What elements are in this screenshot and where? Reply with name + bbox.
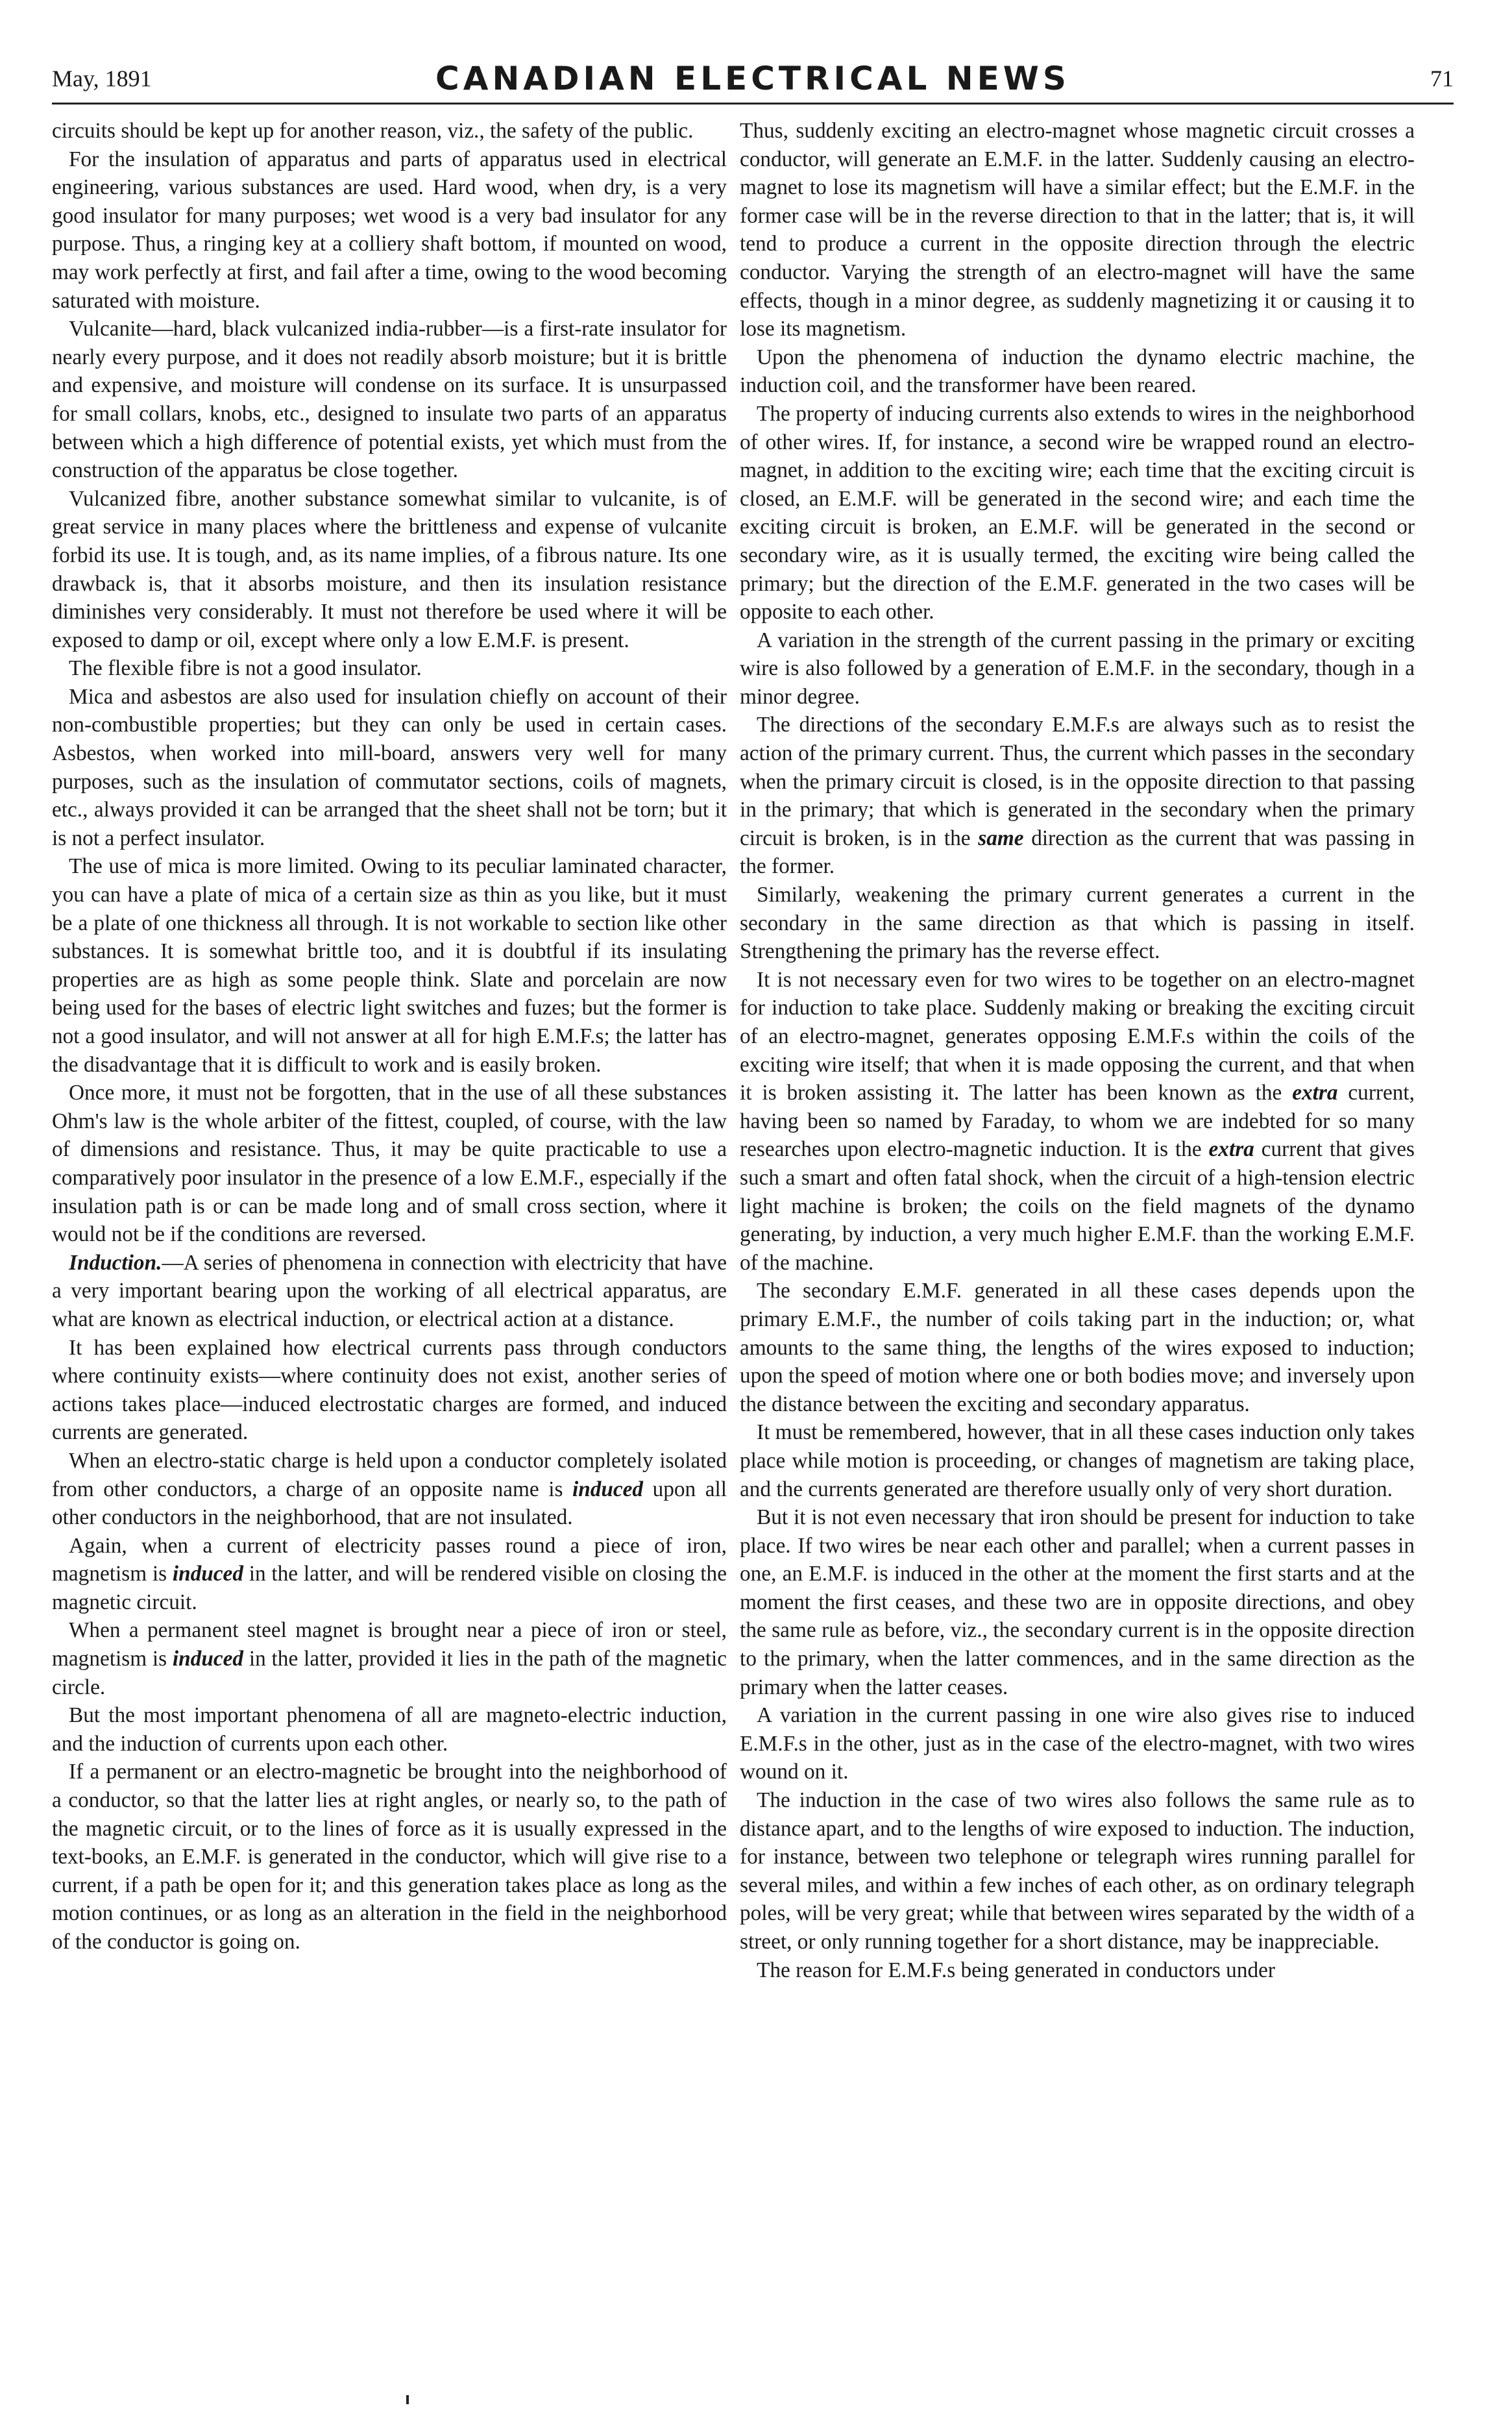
paragraph: Vulcanite—hard, black vulcanized india-rubber—is a first-rate insulator for nearly every purpose, and it does not readily absorb moisture; but it is brittle and expensive, and moisture will condense on its surface. It is unsurpassed for small collars, knobs, etc., designed to insulate two parts of an apparatus between which a high difference of potential exists, yet which must from the construction of the apparatus be close together.: [52, 317, 727, 483]
paragraph: The property of inducing currents also extends to wires in the neighborhood of other wires. If, for instance, a second wire be wrapped round an electro-magnet, in addition to the exciting wire; each time that the exciting circuit is closed, an E.M.F. will be generated in the second wire; and each time the exciting circuit is broken, an E.M.F. will be generated in the second or secondary wire, as it is usually termed, the exciting wire being called the primary; but the direction of the E.M.F. generated in the two cases will be opposite to each other.: [740, 401, 1415, 624]
paragraph-text: —A series of phenomena in connection with electricity that have a very important bearing upon the working of all electrical apparatus, are what are known as electrical induction, or electrical action at a distance.: [52, 1250, 727, 1331]
paragraph: It must be remembered, however, that in all these cases induction only takes place while motion is proceeding, or changes of magnetism are taking place, and the currents generated are therefore usually only of very short duration.: [740, 1420, 1415, 1501]
paragraph: [52, 1447, 727, 1532]
emphasis: extra: [1292, 1081, 1338, 1105]
paragraph: circuits should be kept up for another reason, viz., the safety of the public.: [52, 119, 694, 143]
paragraph-text: The directions of the secondary E.M.F.s are always such as to resist the action of the primary current. Thus, the current which passes in the secondary when the primary circuit is closed, is in the opposite direction to that passing in the primary; that which is generated in the secondary when the primary circuit is broken, is in the: [740, 713, 1415, 850]
paragraph: A variation in the strength of the current passing in the primary or exciting wire is also followed by a generation of E.M.F. in the secondary, though in a minor degree.: [740, 628, 1415, 709]
paragraph: The secondary E.M.F. generated in all these cases depends upon the primary E.M.F., the number of coils taking part in the induction; or, what amounts to the same thing, the lengths of the wires exposed to induction; upon the speed of motion where one or both bodies move; and inversely upon the distance between the exciting and secondary apparatus.: [740, 1279, 1415, 1416]
section-heading-induction: Induction.: [69, 1250, 162, 1275]
issue-date: May, 1891: [52, 66, 152, 92]
emphasis: induced: [572, 1477, 644, 1501]
paragraph-text: When an electro-static charge is held upon a conductor completely isolated from other conductors, a charge of an opposite name is: [52, 1448, 727, 1501]
paragraph: The induction in the case of two wires also follows the same rule as to distance apart, and to the lengths of wire exposed to induction. The induction, for instance, between two telephone or telegraph wires running parallel for several miles, and within a few inches of each other, as on ordinary telegraph poles, will be very great; while that between wires separated by the width of a street, or only running together for a short distance, may be inappreciable.: [740, 1788, 1415, 1954]
right-column: [740, 117, 1415, 1984]
paragraph: For the insulation of apparatus and parts of apparatus used in electrical engineering, various substances are used. Hard wood, when dry, is a very good insulator for many purposes; wet wood is a very bad insulator for any purpose. Thus, a ringing key at a colliery shaft bottom, if mounted on wood, may work perfectly at first, and fail after a time, owing to the wood becoming saturated with moisture.: [52, 147, 727, 313]
paragraph: Vulcanized fibre, another substance somewhat similar to vulcanite, is of great service in many places where the brittleness and expense of vulcanite forbid its use. It is tough, and, as its name implies, of a fibrous nature. Its one drawback is, that it absorbs moisture, and then its insulation resistance diminishes very considerably. It must not therefore be used where it will be exposed to damp or oil, except where only a low E.M.F. is present.: [52, 486, 727, 652]
paragraph: A variation in the current passing in one wire also gives rise to induced E.M.F.s in the other, just as in the case of the electro-magnet, with two wires wound on it.: [740, 1703, 1415, 1784]
paragraph: [740, 966, 1415, 1277]
header-rule: [52, 103, 1454, 105]
emphasis: induced: [172, 1562, 243, 1586]
paragraph: The flexible fibre is not a good insulator.: [69, 656, 422, 681]
paragraph: Mica and asbestos are also used for insulation chiefly on account of their non-combustible properties; but they can only be used in certain cases. Asbestos, when worked into mill-board, answers very well for many purposes, such as the insulation of commutator sections, coils of magnets, etc., always provided it can be arranged that the sheet shall not be torn; but it is not a perfect insulator.: [52, 684, 727, 850]
emphasis: same: [978, 826, 1024, 850]
page-number: 71: [1430, 66, 1454, 92]
paragraph: Thus, suddenly exciting an electro-magnet whose magnetic circuit crosses a conductor, will generate an E.M.F. in the latter. Suddenly causing an electro-magnet to lose its magnetism will have a similar effect; but the E.M.F. in the former case will be in the reverse direction to that in the latter; that is, it will tend to produce a current in the opposite direction through the electric conductor. Varying the strength of an electro-magnet will have the same effects, though in a minor degree, as suddenly magnetizing it or causing it to lose its magnetism.: [740, 119, 1415, 341]
paragraph-text: current that gives such a smart and often fatal shock, when the circuit of a high-tension electric light machine is broken; the coils on the field magnets of the dynamo generating, by induction, a very much higher E.M.F. than the working E.M.F. of the machine.: [740, 1137, 1415, 1275]
paragraph: [52, 1616, 727, 1701]
emphasis: extra: [1208, 1137, 1254, 1162]
page-header: [52, 60, 1454, 104]
paragraph: If a permanent or an electro-magnetic be brought into the neighborhood of a conductor, so that the latter lies at right angles, or nearly so, to the path of the magnetic circuit, or to the lines of force as it is usually expressed in the text-books, an E.M.F. is generated in the conductor, which will give rise to a current, if a path be open for it; and this generation takes place as long as the motion continues, or as long as an alteration in the field in the neighborhood of the conductor is going on.: [52, 1760, 727, 1954]
left-column: [52, 117, 727, 1956]
paragraph: Upon the phenomena of induction the dynamo electric machine, the induction coil, and the transformer have been reared.: [740, 345, 1415, 398]
paragraph-text: When a permanent steel magnet is brought near a piece of iron or steel, magnetism is: [52, 1618, 727, 1671]
paragraph-text: Again, when a current of electricity passes round a piece of iron, magnetism is: [52, 1533, 727, 1586]
paragraph-text: in the latter, and will be rendered visible on closing the magnetic circuit.: [52, 1562, 727, 1614]
paragraph: It has been explained how electrical currents pass through conductors where continuity exists—where continuity does not exist, another series of actions takes place—induced electrostatic charges are formed, and induced currents are generated.: [52, 1335, 727, 1445]
paragraph-text: It is not necessary even for two wires to be together on an electro-magnet for induction to take place. Suddenly making or breaking the exciting circuit of an electro-magnet, generates opposing E.M.F.s within the coils of the exciting wire itself; that when it is made opposing the current, and that when it is broken assisting it. The latter has been known as the: [740, 967, 1415, 1105]
paragraph: [740, 711, 1415, 881]
paragraph-text: in the latter, provided it lies in the path of the magnetic circle.: [52, 1647, 727, 1699]
paragraph: Once more, it must not be forgotten, that in the use of all these substances Ohm's law is the whole arbiter of the fittest, coupled, of course, with the law of dimensions and resistance. Thus, it may be quite practicable to use a comparatively poor insulator in the presence of a low E.M.F., especially if the insulation path is or can be made long and of small cross section, where it would not be if the conditions are reversed.: [52, 1081, 727, 1247]
paragraph: Similarly, weakening the primary current generates a current in the secondary in the same direction as that which is passing in itself. Strengthening the primary has the reverse effect.: [740, 883, 1415, 964]
emphasis: induced: [172, 1647, 244, 1671]
paragraph: [52, 1249, 727, 1334]
paragraph: The reason for E.M.F.s being generated in conductors under: [757, 1958, 1275, 1982]
paragraph-text: upon all other conductors in the neighborhood, that are not insulated.: [52, 1477, 727, 1530]
paragraph: The use of mica is more limited. Owing to its peculiar laminated character, you can have a plate of mica of a certain size as thin as you like, but it must be a plate of one thickness all through. It is not workable to section like other substances. It is somewhat brittle too, and it is doubtful if its insulating properties are as high as some people think. Slate and porcelain are now being used for the bases of electric light switches and fuzes; but the former is not a good insulator, and will not answer at all for high E.M.F.s; the latter has the disadvantage that it is difficult to work and is easily broken.: [52, 854, 727, 1077]
publication-title: CANADIAN ELECTRICAL NEWS: [435, 60, 1070, 97]
paragraph: But the most important phenomena of all are magneto-electric induction, and the induction of currents upon each other.: [52, 1703, 727, 1756]
paragraph: But it is not even necessary that iron should be present for induction to take place. If two wires be near each other and parallel; when a current passes in one, an E.M.F. is induced in the other at the moment the first starts and at the moment the first ceases, and these two are in opposite directions, and obey the same rule as before, viz., the secondary current is in the opposite direction to the primary, when the latter commences, and in the same direction as the primary when the latter ceases.: [740, 1505, 1415, 1699]
paragraph: [52, 1532, 727, 1617]
print-mark: [406, 2395, 409, 2404]
paragraph-text: direction as the current that was passing in the former.: [740, 826, 1415, 879]
paragraph-text: current, having been so named by Faraday, to whom we are indebted for so many researches upon electro-magnetic induction. It is the: [740, 1081, 1415, 1162]
